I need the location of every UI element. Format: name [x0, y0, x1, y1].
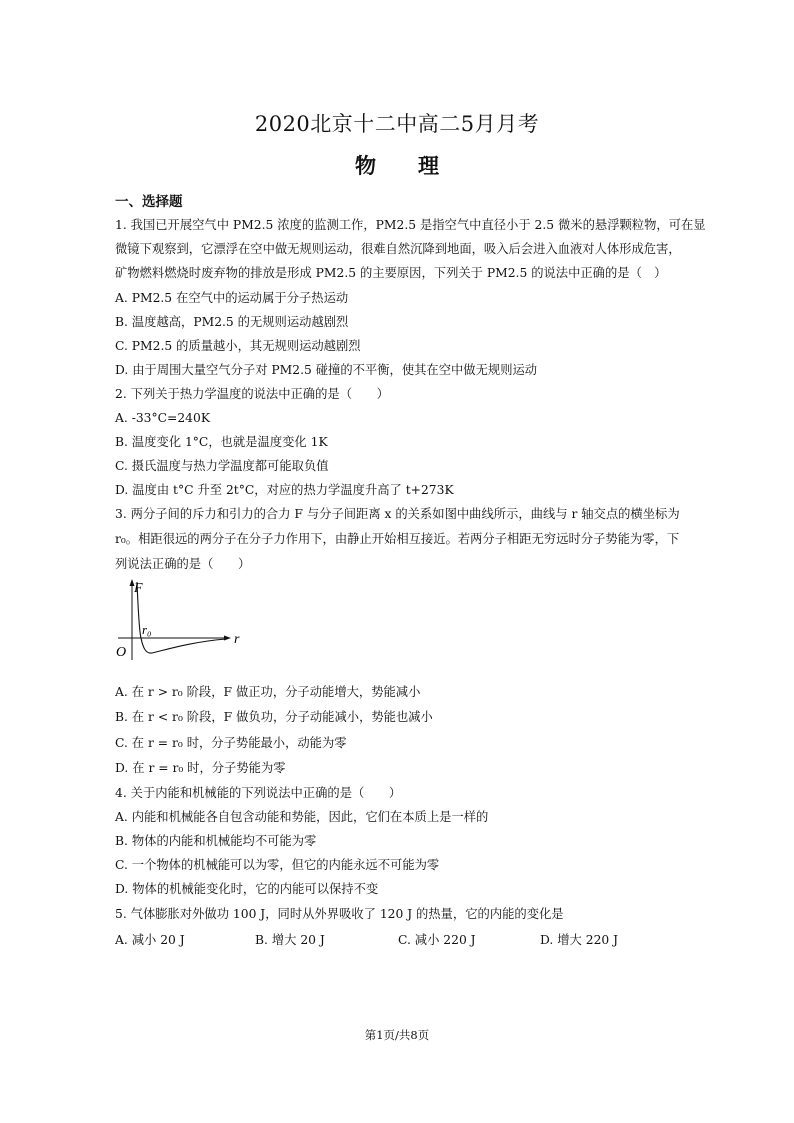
page-footer: 第1页/共8页: [364, 1028, 430, 1042]
q4-option-c: C. 一个物体的机械能可以为零，但它的内能永远不可能为零: [115, 858, 440, 872]
q3-stem-line-1: 3. 两分子间的斥力和引力的合力 F 与分子间距离 x 的关系如图中曲线所示，曲线与 r 轴交点的横坐标为: [115, 507, 680, 521]
q3-option-d: D. 在 r = r₀ 时，分子势能为零: [115, 761, 286, 775]
q4-option-b: B. 物体的内能和机械能均不可能为零: [115, 834, 317, 848]
q1-stem-line-3: 矿物燃料燃烧时废弃物的排放是形成 PM2.5 的主要原因，下列关于 PM2.5 的说法中正确的是（ ）: [115, 266, 667, 280]
q2-stem: 2. 下列关于热力学温度的说法中正确的是（ ）: [115, 387, 389, 401]
q2-option-b: B. 温度变化 1°C，也就是温度变化 1K: [115, 435, 328, 449]
q5-option-d: D. 增大 220 J: [540, 933, 619, 947]
q5-option-c: C. 减小 220 J: [398, 933, 476, 947]
q3-option-b: B. 在 r < r₀ 阶段，F 做负功，分子动能减小，势能也减小: [115, 710, 433, 724]
x-axis-label: r: [234, 632, 240, 647]
q3-option-a: A. 在 r > r₀ 阶段，F 做正功，分子动能增大，势能减小: [115, 685, 421, 699]
q4-stem: 4. 关于内能和机械能的下列说法中正确的是（ ）: [115, 786, 402, 800]
q4-option-d: D. 物体的机械能变化时，它的内能可以保持不变: [115, 882, 379, 896]
q5-choices: [115, 930, 635, 946]
q1-option-b: B. 温度越高，PM2.5 的无规则运动越剧烈: [115, 315, 349, 329]
q2-option-a: A. -33°C=240K: [115, 411, 211, 425]
q5-option-b: B. 增大 20 J: [255, 933, 325, 947]
q2-option-d: D. 温度由 t°C 升至 2t°C，对应的热力学温度升高了 t+273K: [115, 483, 454, 497]
q1-stem-line-2: 微镜下观察到，它漂浮在空中做无规则运动，很难自然沉降到地面，吸入后会进入血液对人体形成危害，: [115, 242, 681, 256]
q5-option-a: A. 减小 20 J: [115, 933, 185, 947]
q3-stem-line-3: 列说法正确的是（ ）: [115, 557, 251, 571]
x-axis-arrow: [224, 636, 231, 641]
r0-label: r₀: [142, 622, 152, 637]
q4-option-a: A. 内能和机械能各自包含动能和势能，因此，它们在本质上是一样的: [115, 810, 489, 824]
y-axis-label: F: [134, 581, 143, 596]
exam-title: 2020北京十二中高二5月月考: [254, 112, 540, 136]
force-curve: [137, 582, 226, 653]
section-heading: 一、选择题: [115, 194, 183, 210]
q1-option-d: D. 由于周围大量空气分子对 PM2.5 碰撞的不平衡，使其在空中做无规则运动: [115, 363, 538, 377]
q1-option-c: C. PM2.5 的质量越小，其无规则运动越剧烈: [115, 339, 361, 353]
q2-option-c: C. 摄氏温度与热力学温度都可能取负值: [115, 459, 329, 473]
origin-label: O: [116, 645, 127, 660]
q1-option-a: A. PM2.5 在空气中的运动属于分子热运动: [115, 291, 349, 305]
q3-option-c: C. 在 r = r₀ 时，分子势能最小，动能为零: [115, 736, 347, 750]
subject-title: 物理: [355, 153, 481, 178]
q5-stem: 5. 气体膨胀对外做功 100 J，同时从外界吸收了 120 J 的热量，它的内能的变化是: [115, 907, 564, 921]
q3-stem-line-2: r₀。相距很远的两分子在分子力作用下，由静止开始相互接近。若两分子相距无穷远时分子势能为零，下: [115, 532, 680, 546]
q1-stem-line-1: 1. 我国已开展空气中 PM2.5 浓度的监测工作，PM2.5 是指空气中直径小于 2.5 微米的悬浮颗粒物，可在显: [115, 218, 706, 232]
force-distance-graph: [110, 576, 260, 662]
